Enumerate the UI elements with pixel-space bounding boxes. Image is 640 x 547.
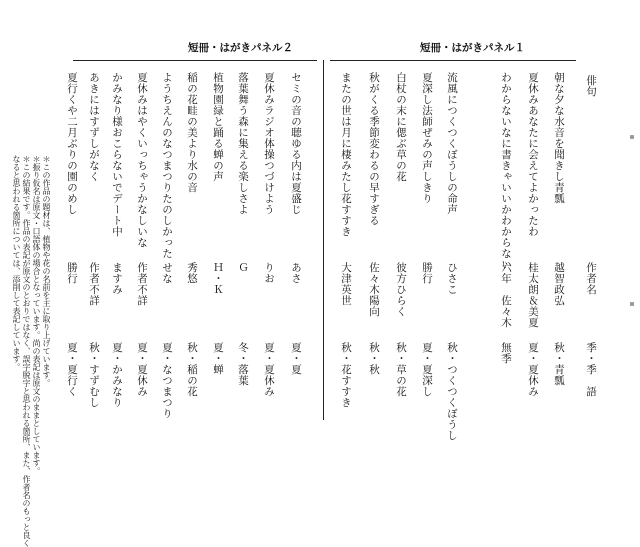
panel-separator	[323, 60, 324, 420]
panel2-author-5: 秀悠	[186, 262, 198, 284]
panel2-author-6: せな	[161, 262, 173, 284]
panel2-author-4: Ｈ・Ｋ	[212, 262, 224, 295]
panel1-haiku-5: 夏深し法師ぜみの声しきり	[421, 72, 433, 204]
panel2-season-8: 夏・かみなり	[111, 342, 123, 408]
panel1-season-2: 夏・夏休み	[527, 342, 539, 397]
panel2-haiku-10: 夏行くや二月ぶりの園のめし	[66, 72, 78, 215]
panel1-season-1: 秋・青瓢	[553, 342, 565, 386]
panel2-haiku-8: かみなり様おこらないでデート中	[111, 72, 123, 237]
panel2-season-1: 夏・夏	[290, 342, 302, 375]
panel1-author-4: ひさこ	[446, 262, 458, 295]
panel1-season-4: 秋・つくつくぼうし	[446, 342, 458, 441]
panel1-haiku-8: またの世は月に棲みたし花すすき	[340, 72, 352, 237]
panel1-season-5: 夏・夏深し	[421, 342, 433, 397]
panel2-haiku-2: 夏休みラジオ体操つづけよう	[263, 72, 275, 215]
panel2-season-9: 秋・すずむし	[88, 342, 100, 408]
panel2-haiku-9: あきにはすずしがなく	[88, 72, 100, 182]
panel2-haiku-3: 落葉舞う森に集える楽しさよ	[237, 72, 249, 215]
panel1-author-3: 六年 佐々木	[500, 262, 512, 328]
panel1-season-3: 無季	[500, 342, 512, 364]
panel1-haiku-1: 朝な夕な水音を聞きし青瓢	[553, 72, 565, 204]
panel1-author-8: 大津英世	[340, 262, 352, 306]
note-2: ＊振り仮名は原文・口語体の場合となっています。尚の表記は原文のままとしています。	[32, 155, 41, 475]
panel1-author-6: 彼方ひらく	[395, 262, 407, 317]
panel1-author-7: 佐々木陽向	[368, 262, 380, 317]
author-header: 作者名	[585, 262, 597, 295]
panel1-haiku-6: 白杖の末に偲ぶ草の花	[395, 72, 407, 182]
panel1-season-8: 秋・花すすき	[340, 342, 352, 408]
panel2-author-7: 作者不詳	[136, 262, 148, 306]
edge-mark	[630, 302, 634, 306]
panel1-season-7: 秋・秋	[368, 342, 380, 375]
panel1-haiku-7: 秋がくる季節変わるの早すぎる	[368, 72, 380, 226]
panel2-season-5: 秋・稲の花	[186, 342, 198, 397]
panel1-author-2: 桂太朗＆美夏	[527, 262, 539, 328]
panel2-author-9: 作者不詳	[88, 262, 100, 306]
panel1-haiku-2: 夏休みあなたに会えてよかったわ	[527, 72, 539, 237]
panel2-haiku-1: セミの音の聴ゆる内は夏盛じ	[290, 72, 302, 215]
panel1-season-6: 秋・草の花	[395, 342, 407, 397]
panel2-season-4: 夏・蝉	[212, 342, 224, 375]
haiku-header: 俳句	[585, 75, 597, 97]
edge-mark	[630, 135, 634, 139]
panel2-haiku-7: 夏休みはやくいっちゃうかなしいな	[136, 72, 148, 248]
panel2-season-7: 夏・夏休み	[136, 342, 148, 397]
panel1-haiku-4: 流風につくつくぼうしの命声	[446, 72, 458, 215]
panel2-season-10: 夏・夏行く	[66, 342, 78, 397]
panel2-haiku-6: ようちえんのなつまつりたのしかった	[161, 72, 173, 259]
panel1-haiku-3: わからないなに書きゃいいかわからない	[500, 72, 512, 270]
note-4: なると思われる箇所については、添削して表記しています。	[12, 155, 21, 371]
panel2-author-8: ますみ	[111, 262, 123, 295]
panel2-author-3: Ｇ	[237, 262, 249, 273]
panel1-author-1: 越智政弘	[553, 262, 565, 306]
panel2-haiku-5: 稲の花畦の美より水の音	[186, 72, 198, 193]
panel1-title: 短冊・はがきパネル１	[420, 42, 525, 54]
panel2-author-10: 勝行	[66, 262, 78, 284]
season-header: 季・季 語	[585, 342, 597, 397]
panel2-author-2: りお	[263, 262, 275, 284]
panel2-author-1: あさ	[290, 262, 302, 284]
panel1-author-5: 勝行	[421, 262, 433, 284]
panel2-season-2: 夏・夏休み	[263, 342, 275, 397]
note-1: ＊この作品の題材は、植物や花の名前を主に取り上げています。	[42, 155, 51, 387]
panel2-title: 短冊・はがきパネル２	[188, 42, 293, 54]
panel2-season-6: 夏・なつまつり	[161, 342, 173, 419]
panel2-header-rule	[73, 60, 317, 61]
panel2-haiku-4: 植物園緑と踊る蝉の声	[212, 72, 224, 182]
note-3: ＊この結果です。作品の表記が原文のとおりではなく、誤字脱字と思われる箇所、また、作者名のもっと良く	[22, 155, 31, 547]
panel2-season-3: 冬・落葉	[237, 342, 249, 386]
panel1-header-rule	[330, 60, 576, 61]
